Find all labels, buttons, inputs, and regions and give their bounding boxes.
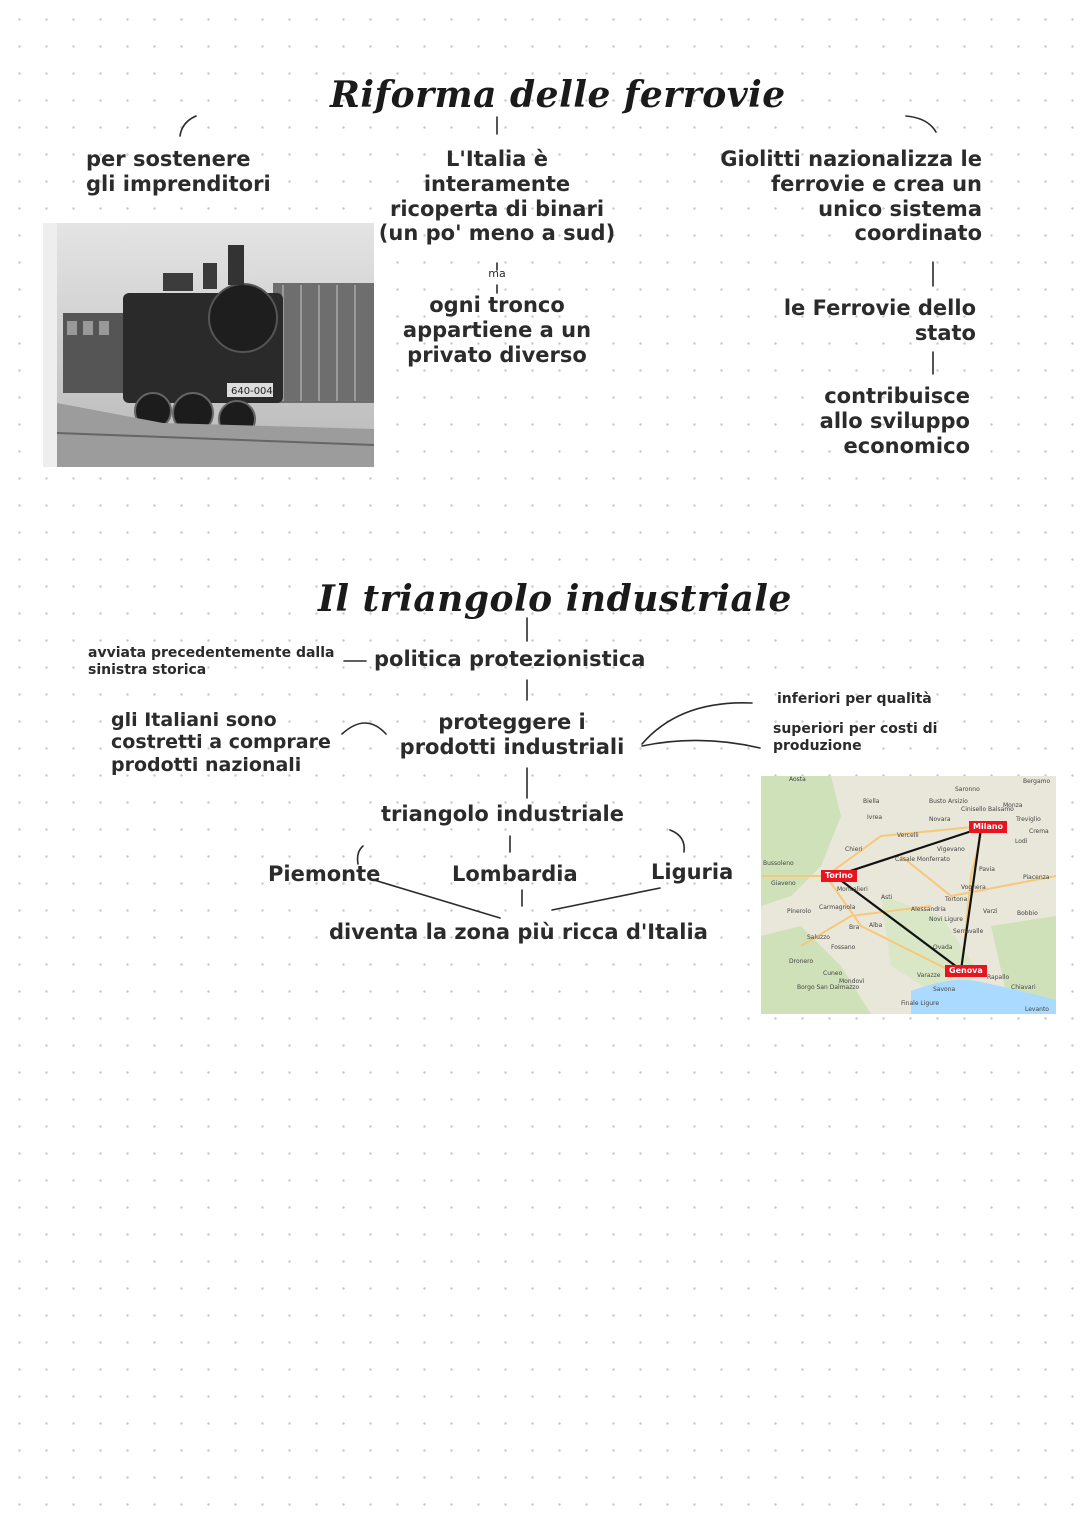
note-sostenere-imprenditori: per sostenere gli imprenditori xyxy=(86,147,271,196)
note-ferrovie-stato: le Ferrovie dello stato xyxy=(783,296,976,345)
section-title-ferrovie: Riforma delle ferrovie xyxy=(330,74,786,116)
map-label: Biella xyxy=(863,798,880,805)
map-label: Varzi xyxy=(983,908,998,915)
map-pin-torino: Torino xyxy=(821,870,857,882)
map-label: Busto Arsizio xyxy=(929,798,968,805)
map-label: Tortona xyxy=(945,896,968,903)
map-label: Chiavari xyxy=(1011,984,1036,991)
locomotive-plate: 640-004 xyxy=(231,386,273,397)
map-label: Borgo San Dalmazzo xyxy=(797,984,860,991)
note-giolitti-nazionalizza: Giolitti nazionalizza le ferrovie e crea un unico sistema coordinato xyxy=(720,147,982,246)
region-liguria: Liguria xyxy=(651,860,734,884)
map-label: Bussoleno xyxy=(763,860,794,867)
note-inferiori-qualita: inferiori per qualità xyxy=(777,691,932,707)
steam-locomotive-photo xyxy=(43,223,374,467)
map-label: Savona xyxy=(933,986,956,993)
north-italy-map xyxy=(761,776,1056,1014)
map-pin-genova: Genova xyxy=(945,965,987,977)
map-label: Carmagnola xyxy=(819,904,856,911)
map-label: Saronno xyxy=(955,786,980,793)
map-label: Moncalieri xyxy=(837,886,868,893)
map-label: Ovada xyxy=(933,944,953,951)
map-label: Monza xyxy=(1003,802,1023,809)
map-label: Treviglio xyxy=(1016,816,1041,823)
map-label: Mondovì xyxy=(839,978,865,985)
map-label: Novi Ligure xyxy=(929,916,963,923)
map-label: Bra xyxy=(849,924,860,931)
map-label: Fossano xyxy=(831,944,856,951)
map-label: Dronero xyxy=(789,958,814,965)
connector-ma: ma xyxy=(488,267,506,280)
map-label: Crema xyxy=(1029,828,1049,835)
proteggere-prodotti: proteggere i prodotti industriali xyxy=(399,710,625,759)
map-label: Cuneo xyxy=(823,970,843,977)
map-label: Voghera xyxy=(961,884,986,891)
map-label: Finale Ligure xyxy=(901,1000,940,1007)
map-label: Saluzzo xyxy=(807,934,830,941)
note-italia-binari: L'Italia è interamente ricoperta di binari (un po' meno a sud) xyxy=(378,147,616,246)
map-label: Piacenza xyxy=(1023,874,1050,881)
note-ogni-tronco: ogni tronco appartiene a un privato diverso xyxy=(402,293,592,367)
map-label: Casale Monferrato xyxy=(895,856,950,863)
map-label: Pinerolo xyxy=(787,908,811,915)
map-label: Serravalle xyxy=(953,928,984,935)
map-label: Alba xyxy=(869,922,883,929)
map-label: Vercelli xyxy=(897,832,919,839)
map-label: Asti xyxy=(881,894,893,901)
note-sinistra-storica: avviata precedentemente dalla sinistra storica xyxy=(88,645,335,678)
note-sviluppo-economico: contribuisce allo sviluppo economico xyxy=(819,384,970,458)
region-piemonte: Piemonte xyxy=(268,862,381,886)
map-label: Alessandria xyxy=(911,906,946,913)
map-label: Rapallo xyxy=(987,974,1010,981)
map-pin-milano: Milano xyxy=(969,821,1007,833)
map-label: Giaveno xyxy=(771,880,796,887)
section-title-triangolo: Il triangolo industriale xyxy=(318,578,792,620)
zona-piu-ricca: diventa la zona più ricca d'Italia xyxy=(329,920,708,944)
triangolo-industriale: triangolo industriale xyxy=(381,802,624,826)
note-italiani-costretti: gli Italiani sono costretti a comprare prodotti nazionali xyxy=(111,709,331,776)
map-label: Aosta xyxy=(789,776,806,783)
politica-protezionistica: politica protezionistica xyxy=(374,647,646,671)
note-superiori-costi: superiori per costi di produzione xyxy=(773,721,938,754)
map-label: Vigevano xyxy=(937,846,965,853)
map-label: Chieri xyxy=(845,846,863,853)
map-label: Cinisello Balsamo xyxy=(961,806,1014,813)
map-label: Varazze xyxy=(917,972,941,979)
map-label: Pavia xyxy=(979,866,995,873)
map-label: Bergamo xyxy=(1023,778,1051,785)
map-label: Lodi xyxy=(1015,838,1028,845)
map-label: Bobbio xyxy=(1017,910,1038,917)
map-label: Levanto xyxy=(1025,1006,1049,1013)
map-label: Novara xyxy=(929,816,951,823)
map-label: Ivrea xyxy=(867,814,883,821)
region-lombardia: Lombardia xyxy=(452,862,578,886)
